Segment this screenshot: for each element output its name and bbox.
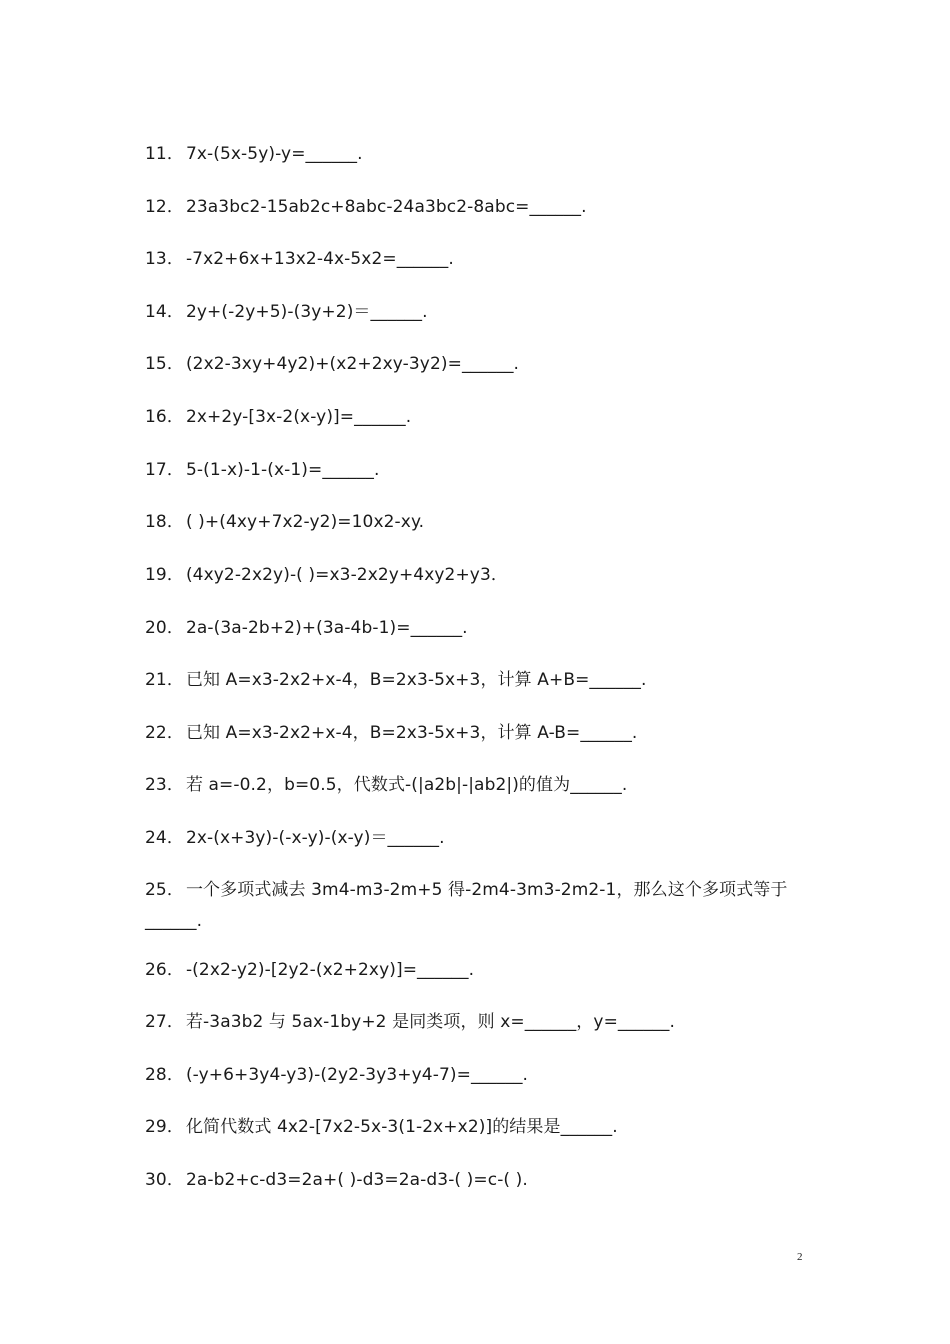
problem-11 xyxy=(145,139,815,170)
problem-text: 2a-(3a-2b+2)+(3a-4b-1)=______. xyxy=(185,618,468,638)
problem-number: 20． xyxy=(145,618,184,638)
problem-12 xyxy=(145,192,815,223)
problem-18 xyxy=(145,507,815,538)
problem-number: 26． xyxy=(145,960,184,980)
problem-14 xyxy=(145,297,815,328)
problem-text: ( )+(4xy+7x2-y2)=10x2-xy. xyxy=(185,512,425,532)
problem-27 xyxy=(145,1007,815,1038)
problem-30 xyxy=(145,1165,815,1196)
problem-number: 13． xyxy=(145,249,184,269)
problem-number: 21． xyxy=(145,670,184,690)
problem-text: (2x2-3xy+4y2)+(x2+2xy-3y2)=______. xyxy=(185,354,520,374)
problem-number: 25． xyxy=(145,880,184,900)
problem-25 xyxy=(145,875,815,937)
problem-text: 一个多项式减去 3m4-m3-2m+5 得-2m4-3m3-2m2-1，那么这个多项式等于______. xyxy=(145,880,788,931)
problem-28 xyxy=(145,1060,815,1091)
problem-24 xyxy=(145,823,815,854)
problem-text: 若-3a3b2 与 5ax-1by+2 是同类项，则 x=______，y=______. xyxy=(185,1012,676,1032)
problem-text: 已知 A=x3-2x2+x-4，B=2x3-5x+3，计算 A+B=______. xyxy=(185,670,647,690)
problem-15 xyxy=(145,349,815,380)
problem-text: -7x2+6x+13x2-4x-5x2=______. xyxy=(185,249,454,269)
problem-16 xyxy=(145,402,815,433)
problem-23 xyxy=(145,770,815,801)
problem-number: 23． xyxy=(145,775,184,795)
problem-text: 化简代数式 4x2-[7x2-5x-3(1-2x+x2)]的结果是______. xyxy=(185,1117,618,1137)
problem-number: 18． xyxy=(145,512,184,532)
problem-number: 27． xyxy=(145,1012,184,1032)
problem-21 xyxy=(145,665,815,696)
problem-text: -(2x2-y2)-[2y2-(x2+2xy)]=______. xyxy=(185,960,475,980)
problem-20 xyxy=(145,613,815,644)
problem-13 xyxy=(145,244,815,275)
problem-29 xyxy=(145,1112,815,1143)
problem-text: 已知 A=x3-2x2+x-4，B=2x3-5x+3，计算 A-B=______. xyxy=(185,723,638,743)
problem-text: 2y+(-2y+5)-(3y+2)＝______. xyxy=(185,302,428,322)
problem-text: 2x-(x+3y)-(-x-y)-(x-y)＝______. xyxy=(185,828,445,848)
problem-text: 若 a=-0.2，b=0.5，代数式-(|a2b|-|ab2|)的值为______. xyxy=(185,775,628,795)
problem-22 xyxy=(145,718,815,749)
problem-number: 11． xyxy=(145,144,184,164)
problem-number: 17． xyxy=(145,460,184,480)
problem-text: 7x-(5x-5y)-y=______. xyxy=(185,144,363,164)
problem-19 xyxy=(145,560,815,591)
problem-text: 2x+2y-[3x-2(x-y)]=______. xyxy=(185,407,412,427)
problem-number: 28． xyxy=(145,1065,184,1085)
problem-number: 30． xyxy=(145,1170,184,1190)
problem-17 xyxy=(145,455,815,486)
problem-number: 14． xyxy=(145,302,184,322)
problem-number: 19． xyxy=(145,565,184,585)
problem-text: (4xy2-2x2y)-( )=x3-2x2y+4xy2+y3． xyxy=(185,565,508,585)
problem-number: 22． xyxy=(145,723,184,743)
problem-number: 15． xyxy=(145,354,184,374)
problem-text: (-y+6+3y4-y3)-(2y2-3y3+y4-7)=______. xyxy=(185,1065,529,1085)
page-number: 2 xyxy=(797,1251,803,1263)
problem-text: 2a-b2+c-d3=2a+( )-d3=2a-d3-( )=c-( ). xyxy=(185,1170,528,1190)
problem-number: 29． xyxy=(145,1117,184,1137)
problem-number: 24． xyxy=(145,828,184,848)
problem-text: 23a3bc2-15ab2c+8abc-24a3bc2-8abc=______. xyxy=(185,197,587,217)
problem-text: 5-(1-x)-1-(x-1)=______. xyxy=(185,460,380,480)
problem-number: 12． xyxy=(145,197,184,217)
problem-number: 16． xyxy=(145,407,184,427)
problem-26 xyxy=(145,955,815,986)
